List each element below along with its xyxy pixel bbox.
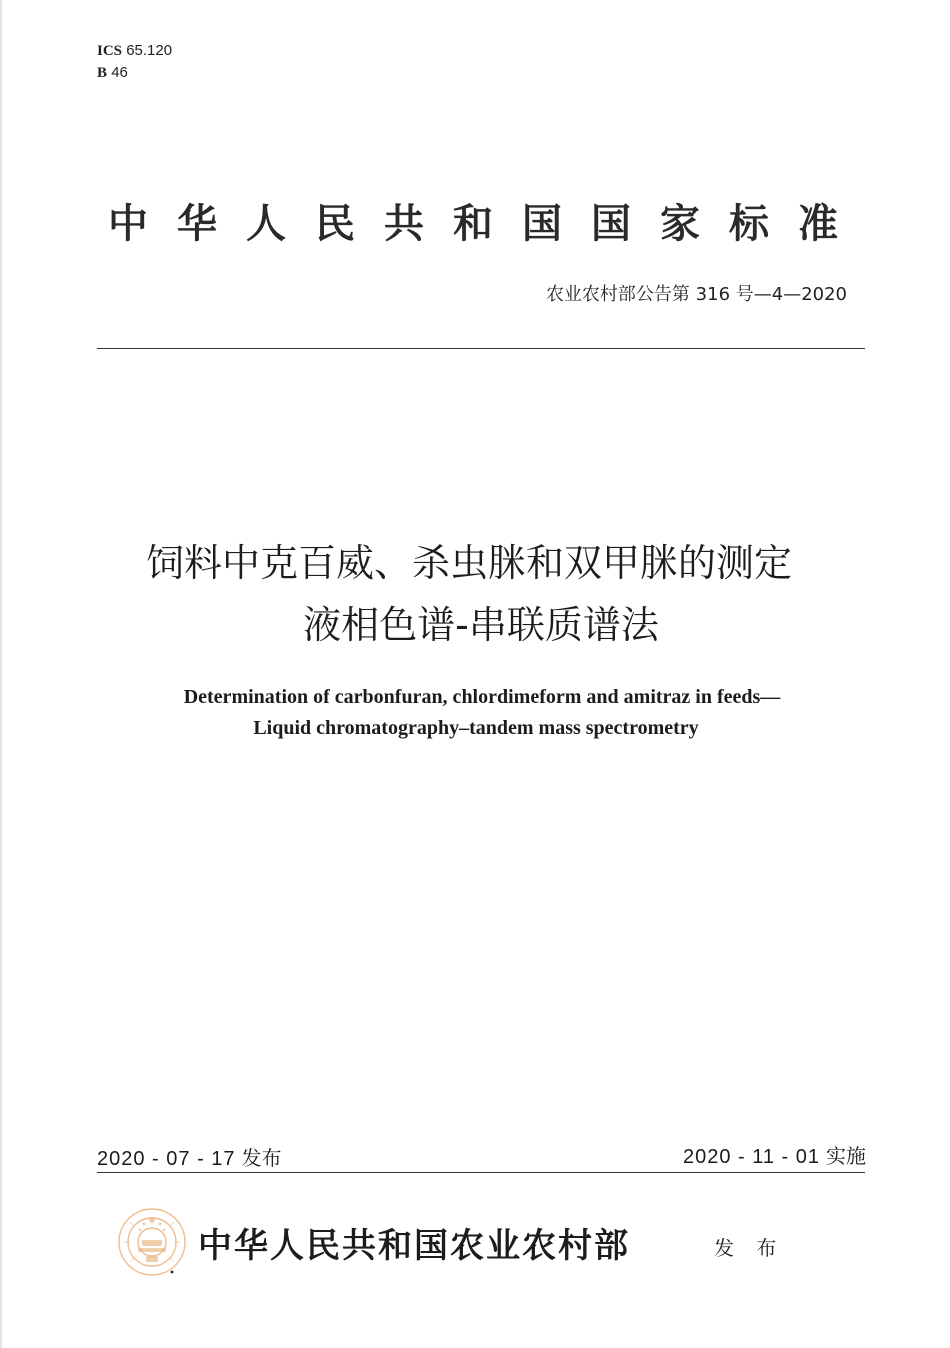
national-emblem-icon [116, 1206, 188, 1278]
standard-type-heading: 中华人民共和国国家标准 [108, 200, 867, 247]
bottom-divider [97, 1172, 865, 1173]
ics-label: ICS [97, 43, 123, 59]
implement-date: 2020 - 11 - 01 [682, 1146, 820, 1168]
issuing-authority: 中华人民共和国农业农村部 [198, 1226, 630, 1266]
class-label: B [97, 65, 108, 81]
title-cn-line2: 液相色谱-串联质谱法 [303, 603, 659, 647]
ics-code: 65.120 [126, 42, 173, 59]
standard-number: 农业农村部公告第 316 号—4—2020 [545, 284, 847, 305]
publish-label: 发布 [241, 1146, 282, 1170]
implement-label: 实施 [826, 1144, 866, 1168]
issue-action: 发 布 [714, 1236, 785, 1260]
classification-codes [97, 40, 172, 84]
title-cn-line1: 饲料中克百威、杀虫脒和双甲脒的测定 [145, 541, 792, 585]
class-code: 46 [111, 64, 128, 81]
publish-date-block [97, 1142, 282, 1171]
publish-date: 2020 - 07 - 17 [97, 1148, 236, 1170]
title-en-line2: Liquid chromatography–tandem mass spectrometry [253, 717, 699, 739]
implement-date-block [683, 1140, 866, 1169]
page-edge [0, 0, 3, 1348]
title-en-line1: Determination of carbonfuran, chlordimeform and amitraz in feeds— [183, 686, 781, 708]
ics-row [97, 40, 172, 62]
top-divider [97, 348, 865, 349]
class-row [97, 62, 172, 84]
